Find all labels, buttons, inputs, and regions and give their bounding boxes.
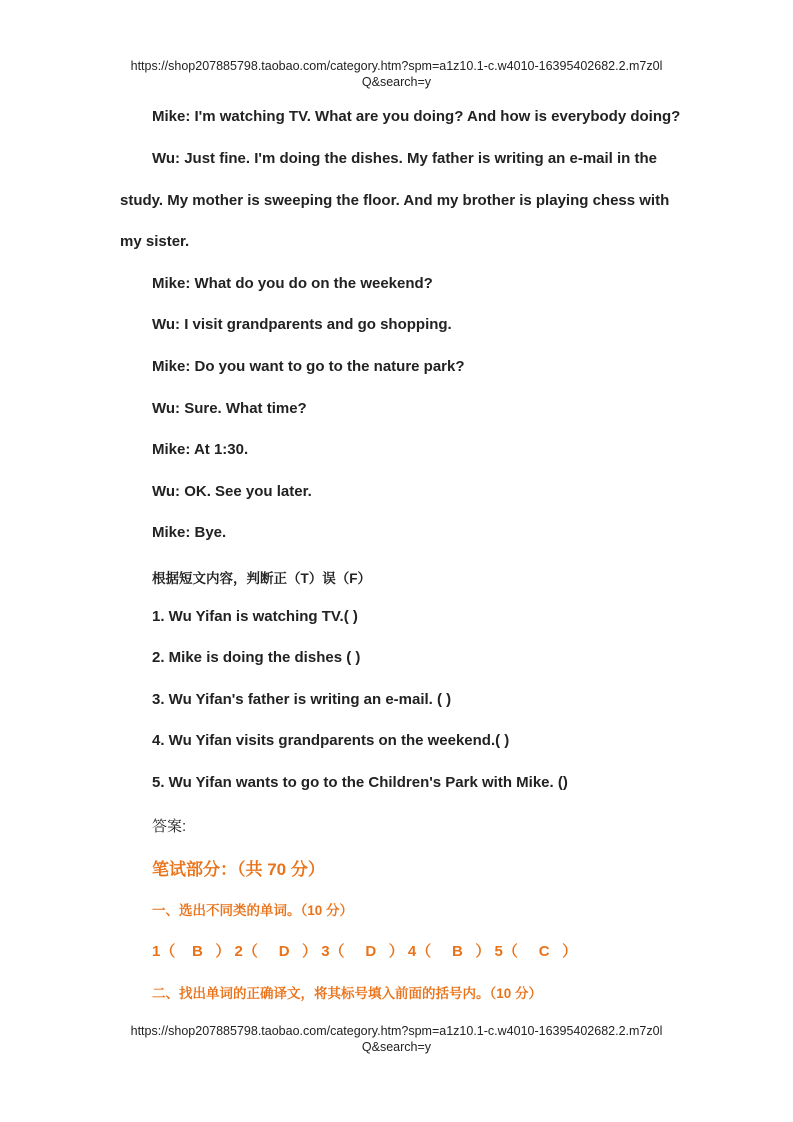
question-item: 2. Mike is doing the dishes ( )	[152, 649, 361, 666]
dialogue-line: Wu: OK. See you later.	[152, 483, 312, 500]
question-item: 4. Wu Yifan visits grandparents on the weekend.( )	[152, 732, 510, 749]
dialogue-line: my sister.	[120, 233, 190, 250]
dialogue-line: Mike: What do you do on the weekend?	[152, 275, 433, 292]
dialogue-line: Wu: I visit grandparents and go shopping.	[152, 316, 452, 333]
dialogue-line: Mike: Do you want to go to the nature park?	[152, 358, 465, 375]
dialogue-line: Mike: At 1:30.	[152, 441, 249, 458]
question-item: 1. Wu Yifan is watching TV.( )	[152, 608, 358, 625]
part1-title: 一、选出不同类的单词。（10 分）	[152, 903, 354, 918]
footer-url-line1: https://shop207885798.taobao.com/category.htm?spm=a1z10.1-c.w4010-16395402682.2.m7z0l	[130, 1024, 663, 1038]
footer-url-line2: Q&search=y	[361, 1040, 432, 1054]
dialogue-line: Wu: Just fine. I'm doing the dishes. My father is writing an e-mail in the	[152, 150, 658, 167]
part2-title: 二、找出单词的正确译文，将其标号填入前面的括号内。（10 分）	[152, 986, 543, 1001]
question-item: 3. Wu Yifan's father is writing an e-mail. ( )	[152, 691, 452, 708]
dialogue-line: Mike: I'm watching TV. What are you doing? And how is everybody doing?	[152, 108, 681, 125]
header-url-line1: https://shop207885798.taobao.com/category.htm?spm=a1z10.1-c.w4010-16395402682.2.m7z0l	[130, 59, 663, 73]
header-url-line2: Q&search=y	[361, 75, 432, 89]
part1-answers: 1（ B ） 2（ D ） 3（ D ） 4（ B ） 5（ C ）	[152, 943, 578, 960]
dialogue-line: Wu: Sure. What time?	[152, 400, 307, 417]
dialogue-line: study. My mother is sweeping the floor. And my brother is playing chess with	[120, 192, 670, 209]
dialogue-line: Mike: Bye.	[152, 524, 227, 541]
instruction: 根据短文内容，判断正（T）误（F）	[152, 571, 371, 586]
written-section-title: 笔试部分：（共 70 分）	[152, 860, 325, 879]
question-item: 5. Wu Yifan wants to go to the Children's Park with Mike. ()	[152, 774, 568, 791]
answers-label: 答案:	[152, 818, 187, 835]
